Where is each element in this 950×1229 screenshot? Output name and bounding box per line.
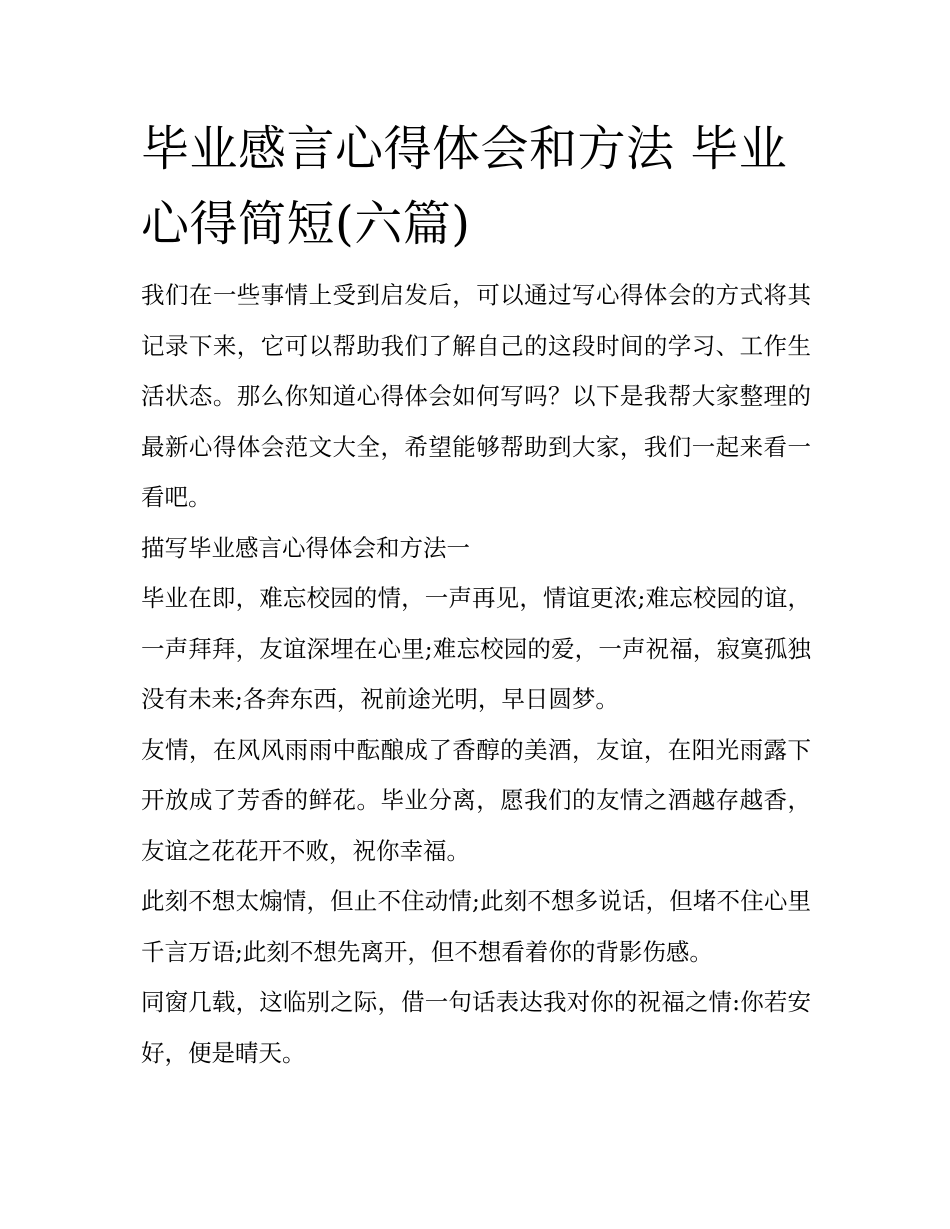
body-paragraph-3: 此刻不想太煽情，但止不住动情;此刻不想多说话，但堵不住心里千言万语;此刻不想先离开，但不想看着你的背影伤感。 — [141, 887, 811, 966]
document-page — [141, 112, 811, 1078]
document-title: 毕业感言心得体会和方法 毕业心得简短(六篇) — [141, 121, 788, 252]
section-heading: 描写毕业感言心得体会和方法一 — [141, 533, 470, 562]
body-paragraph-4: 同窗几载，这临别之际，借一句话表达我对你的祝福之情:你若安好，便是晴天。 — [141, 988, 811, 1067]
body-paragraph-1: 毕业在即，难忘校园的情，一声再见，情谊更浓;难忘校园的谊，一声拜拜，友谊深埋在心里;难忘校园的爱，一声祝福，寂寞孤独没有未来;各奔东西，祝前途光明，早日圆梦。 — [141, 584, 811, 713]
intro-paragraph: 我们在一些事情上受到启发后，可以通过写心得体会的方式将其记录下来，它可以帮助我们了解自己的这段时间的学习、工作生活状态。那么你知道心得体会如何写吗？以下是我帮大家整理的最新心得体会范文大全，希望能够帮助到大家，我们一起来看一看吧。 — [141, 281, 811, 511]
body-paragraph-2: 友情，在风风雨雨中酝酿成了香醇的美酒，友谊，在阳光雨露下开放成了芳香的鲜花。毕业分离，愿我们的友情之酒越存越香，友谊之花花开不败，祝你幸福。 — [141, 735, 811, 865]
